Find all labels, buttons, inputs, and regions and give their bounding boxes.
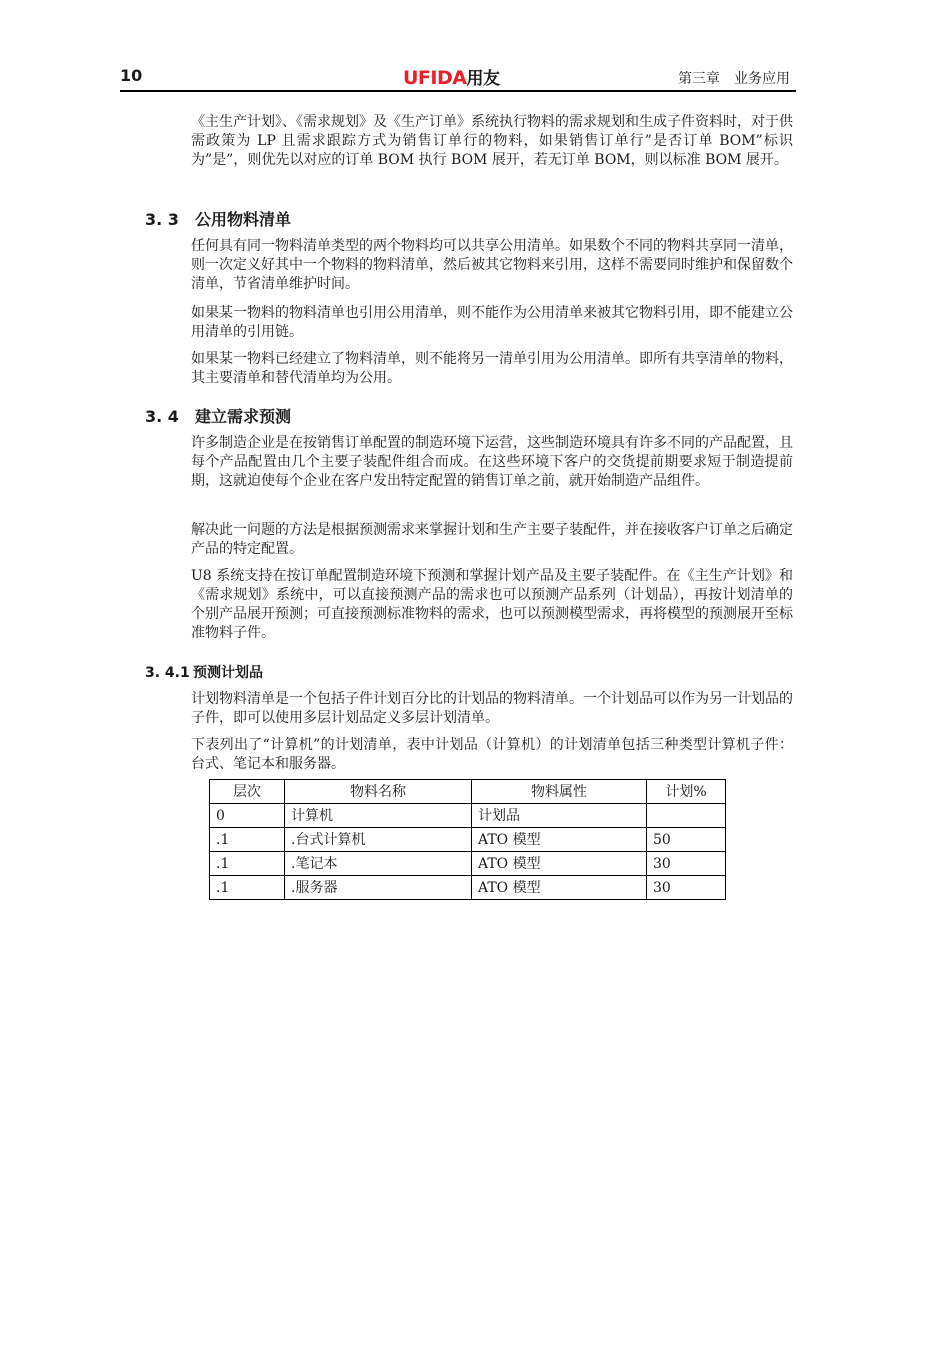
column-header: 层次 [210,780,285,804]
column-header: 物料名称 [285,780,472,804]
paragraph: 任何具有同一物料清单类型的两个物料均可以共享公用清单。如果数个不同的物料共享同一清单，则一次定义好其中一个物料的物料清单，然后被其它物料来引用，这样不需要同时维护和保留数个清单，节省清单维护时间。 [191,238,793,292]
table-cell: 30 [647,852,726,876]
column-header: 物料属性 [472,780,647,804]
section-title: 公用物料清单 [195,210,292,229]
section-heading-3-3 [145,207,291,230]
section-number: 3. 4.1 [145,665,190,681]
table-row [210,828,726,852]
paragraph: 计划物料清单是一个包括子件计划百分比的计划品的物料清单。一个计划品可以作为另一计划品的子件，即可以使用多层计划品定义多层计划清单。 [191,691,793,726]
table-cell: ATO 模型 [472,828,647,852]
table-row [210,852,726,876]
column-header: 计划% [647,780,726,804]
table-cell: .笔记本 [285,852,472,876]
table-cell: .服务器 [285,876,472,900]
logo-brand: UFIDA [403,67,467,89]
table-cell: .1 [210,828,285,852]
table-cell: 50 [647,828,726,852]
section-number: 3. 4 [145,407,179,426]
table-cell: ATO 模型 [472,852,647,876]
table-row [210,804,726,828]
planning-bom-table [209,779,726,900]
table-cell: .1 [210,852,285,876]
table-row [210,876,726,900]
chapter-title: 第三章 业务应用 [678,71,790,87]
logo-cn: 用友 [466,69,500,89]
paragraph: 解决此一问题的方法是根据预测需求来掌握计划和生产主要子装配件，并在接收客户订单之后确定产品的特定配置。 [191,522,793,557]
section-title: 预测计划品 [193,665,263,681]
paragraph: 如果某一物料已经建立了物料清单，则不能将另一清单引用为公用清单。即所有共享清单的物料，其主要清单和替代清单均为公用。 [191,351,793,386]
table-cell: 计算机 [285,804,472,828]
table-cell: .台式计算机 [285,828,472,852]
ufida-logo [403,64,499,89]
section-heading-3-4 [145,404,291,427]
paragraph: 下表列出了“计算机”的计划清单，表中计划品（计算机）的计划清单包括三种类型计算机子件：台式、笔记本和服务器。 [191,737,793,772]
table-cell: 30 [647,876,726,900]
table-cell: ATO 模型 [472,876,647,900]
section-title: 建立需求预测 [195,407,292,426]
table-cell: .1 [210,876,285,900]
paragraph: 如果某一物料的物料清单也引用公用清单，则不能作为公用清单来被其它物料引用，即不能建立公用清单的引用链。 [191,305,793,340]
table-cell: 0 [210,804,285,828]
paragraph: 许多制造企业是在按销售订单配置的制造环境下运营，这些制造环境具有许多不同的产品配置，且每个产品配置由几个主要子装配件组合而成。在这些环境下客户的交货提前期要求短于制造提前期，这就迫使每个企业在客户发出特定配置的销售订单之前，就开始制造产品组件。 [191,435,793,489]
page-header [120,64,796,92]
intro-paragraph: 《主生产计划》、《需求规划》及《生产订单》系统执行物料的需求规划和生成子件资料时，对于供需政策为 LP 且需求跟踪方式为销售订单行的物料，如果销售订单行”是否订单 BOM”标识为”是”，则优先以对应的订单 BOM 执行 BOM 展开，若无订单 BOM，则以标准 BOM 展开。 [191,114,793,168]
section-heading-3-4-1 [145,662,263,682]
page-number: 10 [120,66,143,85]
paragraph: U8 系统支持在按订单配置制造环境下预测和掌握计划产品及主要子装配件。在《主生产计划》和《需求规划》系统中，可以直接预测产品的需求也可以预测产品系列（计划品），再按计划清单的个别产品展开预测；可直接预测标准物料的需求，也可以预测模型需求，再将模型的预测展开至标准物料子件。 [191,568,793,641]
table-cell: 计划品 [472,804,647,828]
section-number: 3. 3 [145,210,179,229]
table-header-row [210,780,726,804]
table-cell [647,804,726,828]
